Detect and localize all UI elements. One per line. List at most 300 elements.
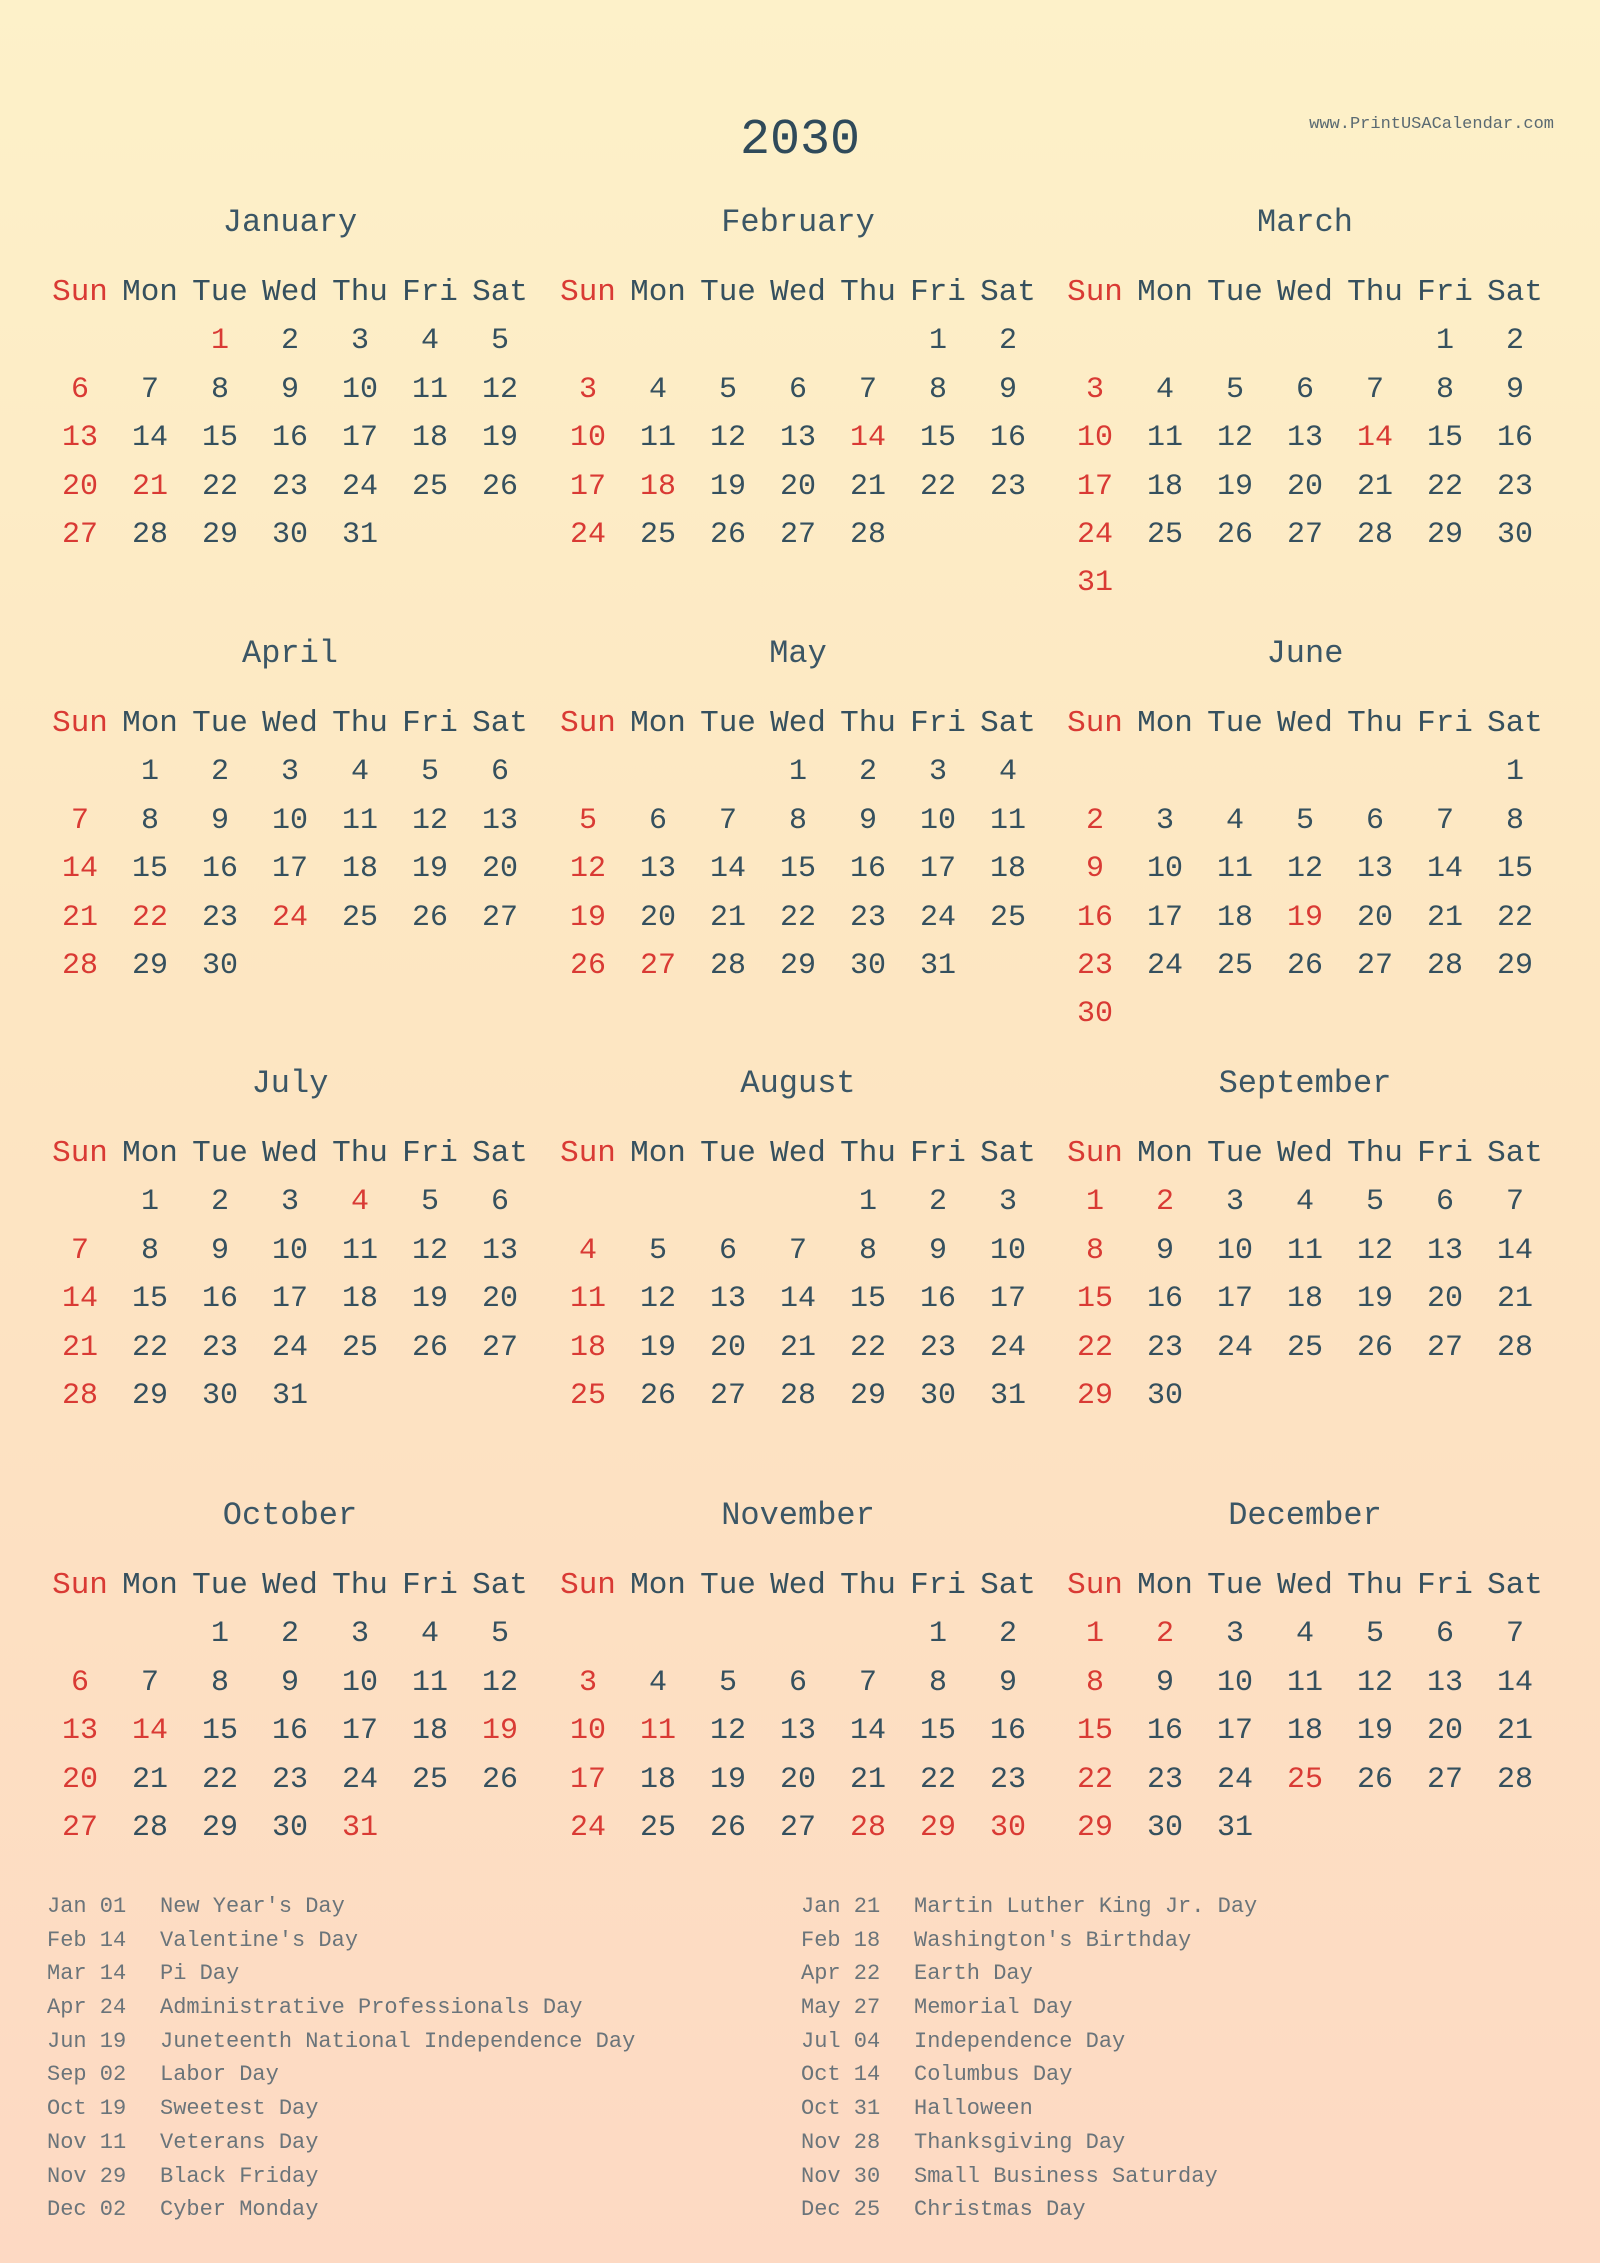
weekday-header-wed: Wed [770, 1568, 826, 1603]
day-cell: 10 [1076, 421, 1113, 456]
day-cell: 14 [61, 852, 98, 887]
day-cell: 7 [1505, 1617, 1524, 1652]
day-cell: 6 [648, 803, 667, 838]
month-may [553, 634, 1043, 990]
day-cell: 16 [1076, 900, 1113, 935]
day-cell: 5 [648, 1233, 667, 1268]
day-cell: 20 [1426, 1714, 1463, 1749]
month-title: January [222, 204, 358, 241]
weekday-header-thu: Thu [1347, 1568, 1403, 1603]
holiday-day-cell: 31 [341, 1810, 378, 1845]
holiday-day-cell: 11 [639, 1714, 676, 1749]
day-cell: 26 [411, 900, 448, 935]
day-cell: 19 [709, 469, 746, 504]
weekday-header-sun: Sun [1067, 1568, 1123, 1603]
day-cell: 15 [201, 421, 238, 456]
day-cell: 6 [70, 1665, 89, 1700]
day-cell: 29 [1076, 1378, 1113, 1413]
holiday-date: May 27 [801, 1995, 881, 2021]
day-cell: 2 [1085, 803, 1104, 838]
weekday-header-wed: Wed [1277, 1568, 1333, 1603]
empty-cell [553, 317, 623, 365]
month-july [45, 1064, 535, 1420]
day-cell: 28 [131, 1810, 168, 1845]
day-cell: 1 [1085, 1617, 1104, 1652]
empty-cell [1340, 748, 1410, 796]
holiday-entry [801, 1890, 1257, 1924]
day-cell: 31 [1216, 1810, 1253, 1845]
holiday-date: Nov 28 [801, 2129, 881, 2155]
weekday-header-fri: Fri [402, 1568, 458, 1603]
day-cell: 3 [1085, 372, 1104, 407]
day-cell: 19 [639, 1330, 676, 1365]
day-cell: 4 [648, 372, 667, 407]
day-cell: 30 [1496, 517, 1533, 552]
day-cell: 21 [61, 900, 98, 935]
day-cell: 15 [1496, 852, 1533, 887]
day-cell: 1 [788, 755, 807, 790]
day-cell: 17 [341, 1714, 378, 1749]
day-cell: 16 [919, 1282, 956, 1317]
empty-cell [1200, 748, 1270, 796]
weekday-header-tue: Tue [192, 275, 248, 310]
weekday-header-mon: Mon [630, 275, 686, 310]
empty-cell [115, 1610, 185, 1658]
day-cell: 11 [1286, 1233, 1323, 1268]
holiday-entry [47, 2160, 635, 2194]
weekday-header-sat: Sat [980, 1568, 1036, 1603]
day-cell: 3 [1225, 1185, 1244, 1220]
holiday-legend-right [801, 1890, 1257, 2227]
day-cell: 8 [1435, 372, 1454, 407]
weekday-header-wed: Wed [262, 706, 318, 741]
day-cell: 6 [70, 372, 89, 407]
day-cell: 18 [639, 1762, 676, 1797]
day-cell: 5 [420, 755, 439, 790]
month-grid [1060, 700, 1550, 1039]
holiday-date: Sep 02 [47, 2062, 127, 2088]
empty-cell [1060, 748, 1130, 796]
day-cell: 15 [1076, 1282, 1113, 1317]
day-cell: 22 [779, 900, 816, 935]
weekday-header-fri: Fri [910, 275, 966, 310]
empty-cell [1340, 317, 1410, 365]
day-cell: 22 [1496, 900, 1533, 935]
weekday-header-tue: Tue [192, 1568, 248, 1603]
weekday-header-sat: Sat [1487, 1568, 1543, 1603]
holiday-day-cell: 28 [849, 1810, 886, 1845]
empty-cell [45, 1178, 115, 1226]
day-cell: 20 [61, 1762, 98, 1797]
day-cell: 18 [1286, 1714, 1323, 1749]
empty-cell [553, 1178, 623, 1226]
day-cell: 2 [280, 1617, 299, 1652]
day-cell: 13 [61, 421, 98, 456]
month-september [1060, 1064, 1550, 1420]
day-cell: 13 [481, 803, 518, 838]
day-cell: 28 [131, 517, 168, 552]
day-cell: 12 [1216, 421, 1253, 456]
day-cell: 30 [849, 948, 886, 983]
weekday-header-sat: Sat [472, 1568, 528, 1603]
weekday-header-thu: Thu [1347, 275, 1403, 310]
day-cell: 3 [928, 755, 947, 790]
day-cell: 12 [639, 1282, 676, 1317]
holiday-date: Feb 18 [801, 1927, 881, 1953]
day-cell: 11 [341, 803, 378, 838]
month-title: May [769, 635, 827, 672]
holiday-day-cell: 14 [1356, 421, 1393, 456]
month-october [45, 1496, 535, 1852]
day-cell: 31 [919, 948, 956, 983]
holiday-date: Nov 29 [47, 2163, 127, 2189]
weekday-header-thu: Thu [840, 275, 896, 310]
month-title: February [721, 204, 875, 241]
day-cell: 12 [1286, 852, 1323, 887]
day-cell: 31 [989, 1378, 1026, 1413]
day-cell: 6 [490, 1185, 509, 1220]
day-cell: 9 [1505, 372, 1524, 407]
day-cell: 10 [341, 1665, 378, 1700]
weekday-header-tue: Tue [1207, 1136, 1263, 1171]
day-cell: 3 [350, 324, 369, 359]
holiday-date: Feb 14 [47, 1927, 127, 1953]
day-cell: 4 [1295, 1617, 1314, 1652]
day-cell: 16 [271, 421, 308, 456]
holiday-date: Dec 25 [801, 2197, 881, 2223]
day-cell: 8 [210, 1665, 229, 1700]
holiday-entry [47, 2126, 635, 2160]
weekday-header-mon: Mon [1137, 1136, 1193, 1171]
day-cell: 19 [1356, 1714, 1393, 1749]
day-cell: 12 [411, 803, 448, 838]
day-cell: 25 [1146, 517, 1183, 552]
month-january [45, 203, 535, 559]
site-url: www.PrintUSACalendar.com [1309, 115, 1554, 134]
day-cell: 23 [1146, 1330, 1183, 1365]
day-cell: 30 [201, 1378, 238, 1413]
holiday-day-cell: 22 [131, 900, 168, 935]
day-cell: 30 [1076, 997, 1113, 1032]
day-cell: 7 [858, 1665, 877, 1700]
weekday-header-wed: Wed [1277, 275, 1333, 310]
holiday-entry [47, 2025, 635, 2059]
day-cell: 21 [779, 1330, 816, 1365]
weekday-header-wed: Wed [1277, 1136, 1333, 1171]
weekday-header-sat: Sat [980, 1136, 1036, 1171]
day-cell: 10 [1146, 852, 1183, 887]
day-cell: 12 [481, 1665, 518, 1700]
holiday-day-cell: 14 [849, 421, 886, 456]
month-grid [45, 1130, 535, 1420]
day-cell: 23 [271, 469, 308, 504]
weekday-header-sat: Sat [980, 706, 1036, 741]
day-cell: 13 [1286, 421, 1323, 456]
day-cell: 23 [849, 900, 886, 935]
day-cell: 14 [1426, 852, 1463, 887]
holiday-date: Jun 19 [47, 2028, 127, 2054]
day-cell: 23 [1496, 469, 1533, 504]
holiday-date: Oct 14 [801, 2062, 881, 2088]
day-cell: 14 [131, 421, 168, 456]
day-cell: 30 [271, 517, 308, 552]
weekday-header-sun: Sun [560, 706, 616, 741]
day-cell: 15 [849, 1282, 886, 1317]
day-cell: 24 [569, 517, 606, 552]
month-march [1060, 203, 1550, 608]
day-cell: 16 [1146, 1282, 1183, 1317]
day-cell: 25 [1216, 948, 1253, 983]
weekday-header-sun: Sun [560, 1136, 616, 1171]
day-cell: 11 [989, 803, 1026, 838]
day-cell: 7 [788, 1233, 807, 1268]
empty-cell [693, 317, 763, 365]
weekday-header-wed: Wed [262, 275, 318, 310]
day-cell: 2 [998, 324, 1017, 359]
day-cell: 14 [1496, 1665, 1533, 1700]
day-cell: 27 [709, 1378, 746, 1413]
empty-cell [623, 1178, 693, 1226]
holiday-day-cell: 29 [919, 1810, 956, 1845]
holiday-name: Sweetest Day [160, 2096, 319, 2122]
day-cell: 26 [569, 948, 606, 983]
empty-cell [1130, 317, 1200, 365]
month-grid [553, 1130, 1043, 1420]
day-cell: 7 [718, 803, 737, 838]
holiday-entry [801, 2025, 1257, 2059]
day-cell: 7 [140, 1665, 159, 1700]
day-cell: 19 [1356, 1282, 1393, 1317]
day-cell: 23 [201, 900, 238, 935]
day-cell: 21 [849, 1762, 886, 1797]
weekday-header-tue: Tue [700, 706, 756, 741]
day-cell: 3 [1155, 803, 1174, 838]
weekday-header-tue: Tue [1207, 1568, 1263, 1603]
empty-cell [693, 748, 763, 796]
day-cell: 8 [1085, 1665, 1104, 1700]
day-cell: 4 [998, 755, 1017, 790]
day-cell: 18 [341, 852, 378, 887]
day-cell: 12 [709, 1714, 746, 1749]
day-cell: 19 [569, 900, 606, 935]
day-cell: 23 [919, 1330, 956, 1365]
empty-cell [45, 317, 115, 365]
weekday-header-mon: Mon [630, 706, 686, 741]
weekday-header-fri: Fri [402, 706, 458, 741]
day-cell: 6 [490, 755, 509, 790]
day-cell: 12 [709, 421, 746, 456]
day-cell: 26 [411, 1330, 448, 1365]
day-cell: 15 [919, 1714, 956, 1749]
weekday-header-sat: Sat [980, 275, 1036, 310]
weekday-header-tue: Tue [192, 706, 248, 741]
day-cell: 11 [639, 421, 676, 456]
day-cell: 6 [1435, 1185, 1454, 1220]
holiday-name: Small Business Saturday [914, 2163, 1218, 2189]
holiday-entry [801, 2126, 1257, 2160]
holiday-name: Martin Luther King Jr. Day [914, 1894, 1258, 1919]
day-cell: 2 [210, 755, 229, 790]
day-cell: 23 [1146, 1762, 1183, 1797]
month-grid [45, 700, 535, 990]
day-cell: 29 [131, 1378, 168, 1413]
day-cell: 29 [1426, 517, 1463, 552]
day-cell: 1 [1505, 755, 1524, 790]
day-cell: 9 [280, 1665, 299, 1700]
day-cell: 6 [1435, 1617, 1454, 1652]
empty-cell [1410, 748, 1480, 796]
day-cell: 21 [1496, 1282, 1533, 1317]
day-cell: 12 [1356, 1665, 1393, 1700]
year-title: 2030 [739, 112, 861, 169]
day-cell: 12 [569, 852, 606, 887]
day-cell: 26 [1356, 1330, 1393, 1365]
day-cell: 3 [280, 1185, 299, 1220]
day-cell: 5 [1295, 803, 1314, 838]
holiday-name: Independence Day [914, 2028, 1126, 2054]
month-grid [1060, 1562, 1550, 1852]
empty-cell [763, 1610, 833, 1658]
day-cell: 24 [341, 1762, 378, 1797]
day-cell: 13 [481, 1233, 518, 1268]
day-cell: 17 [1146, 900, 1183, 935]
day-cell: 16 [1146, 1714, 1183, 1749]
holiday-day-cell: 18 [639, 469, 676, 504]
weekday-header-tue: Tue [1207, 706, 1263, 741]
empty-cell [1270, 748, 1340, 796]
day-cell: 15 [1426, 421, 1463, 456]
day-cell: 10 [341, 372, 378, 407]
holiday-date: Oct 31 [801, 2096, 881, 2122]
weekday-header-sun: Sun [1067, 1136, 1123, 1171]
holiday-entry [47, 2193, 635, 2227]
day-cell: 9 [928, 1233, 947, 1268]
empty-cell [1200, 317, 1270, 365]
day-cell: 9 [1085, 852, 1104, 887]
day-cell: 30 [1146, 1378, 1183, 1413]
day-cell: 3 [350, 1617, 369, 1652]
day-cell: 6 [788, 1665, 807, 1700]
holiday-day-cell: 27 [639, 948, 676, 983]
weekday-header-sun: Sun [560, 275, 616, 310]
day-cell: 8 [1085, 1233, 1104, 1268]
holiday-entry [801, 1991, 1257, 2025]
day-cell: 30 [919, 1378, 956, 1413]
day-cell: 8 [140, 1233, 159, 1268]
day-cell: 28 [779, 1378, 816, 1413]
day-cell: 9 [280, 372, 299, 407]
empty-cell [45, 748, 115, 796]
day-cell: 17 [1216, 1282, 1253, 1317]
day-cell: 13 [1356, 852, 1393, 887]
holiday-day-cell: 21 [131, 469, 168, 504]
day-cell: 27 [61, 1810, 98, 1845]
day-cell: 10 [569, 421, 606, 456]
day-cell: 28 [1356, 517, 1393, 552]
empty-cell [1060, 317, 1130, 365]
month-grid [553, 700, 1043, 990]
day-cell: 9 [998, 372, 1017, 407]
month-grid [1060, 1130, 1550, 1420]
day-cell: 23 [989, 469, 1026, 504]
day-cell: 17 [569, 469, 606, 504]
day-cell: 1 [210, 1617, 229, 1652]
day-cell: 11 [569, 1282, 606, 1317]
day-cell: 3 [578, 1665, 597, 1700]
day-cell: 20 [709, 1330, 746, 1365]
day-cell: 2 [858, 755, 877, 790]
day-cell: 17 [569, 1762, 606, 1797]
day-cell: 26 [481, 469, 518, 504]
month-title: July [251, 1065, 329, 1102]
day-cell: 11 [411, 372, 448, 407]
day-cell: 25 [411, 469, 448, 504]
day-cell: 13 [639, 852, 676, 887]
weekday-header-sun: Sun [52, 1568, 108, 1603]
day-cell: 18 [341, 1282, 378, 1317]
weekday-header-fri: Fri [910, 706, 966, 741]
day-cell: 3 [998, 1185, 1017, 1220]
day-cell: 19 [411, 852, 448, 887]
holiday-day-cell: 19 [481, 1714, 518, 1749]
day-cell: 14 [849, 1714, 886, 1749]
weekday-header-sun: Sun [52, 706, 108, 741]
day-cell: 24 [1216, 1330, 1253, 1365]
day-cell: 9 [858, 803, 877, 838]
weekday-header-wed: Wed [262, 1568, 318, 1603]
holiday-name: Earth Day [914, 1961, 1033, 1987]
day-cell: 1 [1085, 1185, 1104, 1220]
holiday-name: New Year's Day [160, 1894, 345, 1919]
day-cell: 20 [1356, 900, 1393, 935]
day-cell: 24 [271, 1330, 308, 1365]
day-cell: 17 [919, 852, 956, 887]
holiday-entry [47, 1991, 635, 2025]
weekday-header-tue: Tue [700, 1568, 756, 1603]
day-cell: 5 [718, 372, 737, 407]
day-cell: 4 [578, 1233, 597, 1268]
holiday-day-cell: 4 [350, 1185, 369, 1220]
day-cell: 2 [928, 1185, 947, 1220]
day-cell: 23 [1076, 948, 1113, 983]
day-cell: 15 [779, 852, 816, 887]
day-cell: 27 [481, 900, 518, 935]
empty-cell [763, 1178, 833, 1226]
weekday-header-sat: Sat [1487, 706, 1543, 741]
day-cell: 27 [779, 1810, 816, 1845]
weekday-header-thu: Thu [332, 1568, 388, 1603]
month-title: March [1256, 204, 1353, 241]
day-cell: 13 [779, 1714, 816, 1749]
month-grid [553, 269, 1043, 559]
day-cell: 21 [131, 1762, 168, 1797]
empty-cell [1270, 317, 1340, 365]
day-cell: 2 [210, 1185, 229, 1220]
weekday-header-wed: Wed [770, 706, 826, 741]
weekday-header-mon: Mon [1137, 1568, 1193, 1603]
day-cell: 23 [201, 1330, 238, 1365]
holiday-date: Jan 01 [47, 1894, 127, 1919]
day-cell: 7 [70, 803, 89, 838]
day-cell: 13 [61, 1714, 98, 1749]
day-cell: 14 [779, 1282, 816, 1317]
weekday-header-sun: Sun [1067, 275, 1123, 310]
day-cell: 1 [140, 1185, 159, 1220]
day-cell: 21 [61, 1330, 98, 1365]
holiday-date: Nov 30 [801, 2163, 881, 2189]
month-title: October [222, 1497, 358, 1534]
month-title: April [241, 635, 338, 672]
